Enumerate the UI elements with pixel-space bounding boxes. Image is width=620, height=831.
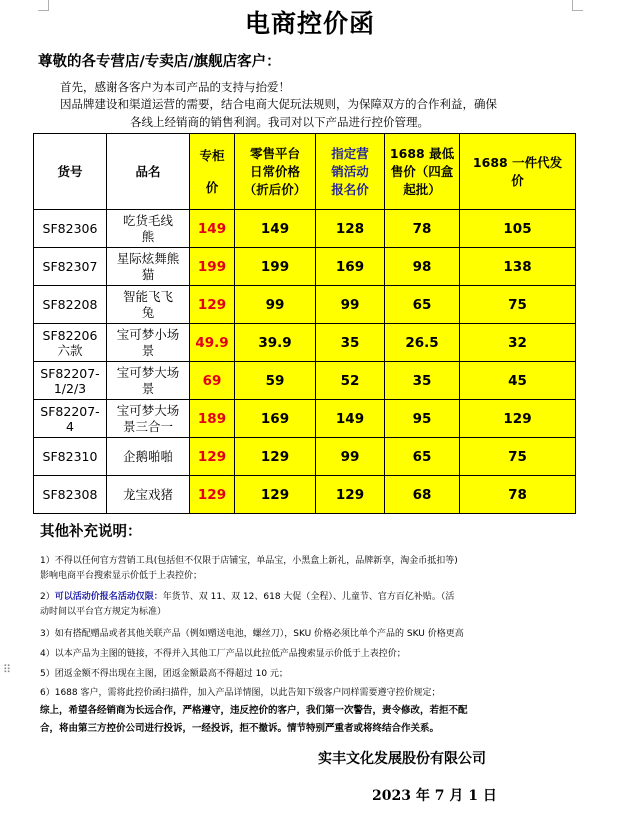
header-counter-line-2: 价 [205,179,219,195]
header-daily-line-2: 日常价格 [249,163,300,179]
intro-line-3: 各线上经销商的销售利润。我司对以下产品进行控价管理。 [130,115,429,129]
summary-line-1: 综上，希望各经销商为长远合作，严格遵守，违反控价的客户，我们第一次警告，责令修改，若拒不配 [40,705,468,716]
intro-line-1: 首先，感谢各客户为本司产品的支持与抬爱！ [60,80,290,94]
cell-daily-price: 59 [235,362,316,400]
cell-counter-price: 49.9 [190,324,235,362]
cell-counter-price: 149 [190,210,235,248]
cell-name-line: 星际炫舞熊 [116,250,180,266]
table-header-row [34,134,576,210]
header-designated-line-2: 销活动 [331,163,369,179]
cell-name-line: 宝可梦小场 [116,326,180,342]
note-1-line-1: 1）不得以任何官方营销工具(包括但不仅限于店铺宝，单品宝，小黑盒上新礼，品牌新享，淘金币抵扣等) [40,556,458,566]
note-2-rest: 年货节、双 11、双 12、618 大促（全程）、儿童节、官方百亿补贴。（活 [162,592,455,602]
cell-name [107,362,190,400]
cell-designated-price: 35 [316,324,385,362]
cell-designated-price: 129 [316,476,385,514]
header-designated-line-3: 报名价 [331,181,369,197]
cell-dropship-price: 75 [460,438,576,476]
cell-code [34,438,107,476]
cell-name [107,248,190,286]
header-code [34,134,107,210]
header-lowest-price [385,134,460,210]
cell-code [34,362,107,400]
note-4: 4）以本产品为主图的链接，不得并入其他工厂产品以此拉低产品搜索显示价低于上表控价； [40,649,406,659]
cell-code-line: SF82207- [40,403,100,419]
table-row [34,210,576,248]
cell-daily-price: 129 [235,476,316,514]
cell-name [107,476,190,514]
header-dropship-line-1: 1688 一件代发 [472,154,563,170]
cell-daily-price: 39.9 [235,324,316,362]
header-designated-line-1: 指定营 [331,145,369,161]
cell-name [107,438,190,476]
header-lowest-line-2: 售价（四盒 [390,163,454,179]
header-counter-line-1: 专柜 [199,147,225,163]
cell-lowest-price: 65 [385,438,460,476]
cell-counter-price: 189 [190,400,235,438]
cell-lowest-price: 65 [385,286,460,324]
note-2-line-2: 动时间以平台官方规定为标准） [40,607,167,617]
cell-code [34,400,107,438]
cell-code-line: SF82306 [42,221,98,236]
cell-name-line: 企鹅啪啪 [122,448,173,464]
supplement-heading: 其他补充说明： [40,524,142,540]
cell-code-line: SF82310 [42,449,98,464]
header-lowest-line-1: 1688 最低 [389,145,455,161]
cell-daily-price: 149 [235,210,316,248]
cell-code-line: 1/2/3 [53,380,87,396]
note-1-line-2: 影响电商平台搜索显示价低于上表控价； [40,571,203,581]
header-daily-price [235,134,316,210]
cell-name-line: 宝可梦大场 [116,364,180,380]
page-title: 电商控价函 [244,9,375,38]
header-name [107,134,190,210]
table-row [34,476,576,514]
cell-counter-price: 129 [190,476,235,514]
cell-dropship-price: 138 [460,248,576,286]
cell-name-line: 景三合一 [122,418,173,434]
cell-name-line: 智能飞飞 [122,288,173,304]
cell-dropship-price: 78 [460,476,576,514]
header-dropship-price [460,134,576,210]
summary-line-2: 合，将由第三方控价公司进行投诉，一经投诉，拒不撤诉。情节特别严重者或将终结合作关系。 [40,723,440,734]
note-5: 5）团返金额不得出现在主图，团返金额最高不得超过 10 元； [40,669,288,679]
cell-code-line: SF82206 [42,327,98,343]
cell-code-line: 4 [66,418,74,434]
cell-dropship-price: 75 [460,286,576,324]
cell-dropship-price: 129 [460,400,576,438]
header-name-label: 品名 [135,163,161,179]
cell-name-line: 景 [141,342,155,358]
cell-lowest-price: 78 [385,210,460,248]
header-daily-line-1: 零售平台 [249,145,300,161]
cell-counter-price: 129 [190,286,235,324]
cell-lowest-price: 98 [385,248,460,286]
cell-counter-price: 69 [190,362,235,400]
cell-daily-price: 169 [235,400,316,438]
header-daily-line-3: （折后价） [243,181,307,197]
note-2-prefix: 2） [40,592,55,602]
cell-code [34,248,107,286]
header-code-label: 货号 [57,163,83,179]
cell-name-line: 兔 [141,304,155,320]
header-dropship-line-2: 价 [511,172,524,188]
cell-lowest-price: 26.5 [385,324,460,362]
table-row [34,400,576,438]
cell-dropship-price: 45 [460,362,576,400]
cell-name-line: 宝可梦大场 [116,402,180,418]
cell-code-line: SF82207- [40,365,100,381]
cell-name [107,210,190,248]
cell-name-line: 景 [141,380,155,396]
cell-name-line: 吃货毛线 [122,212,173,228]
greeting: 尊敬的各专营店/专卖店/旗舰店客户： [38,54,281,70]
cell-code [34,286,107,324]
drag-handle-icon[interactable]: ⠿ [3,663,12,676]
note-2-highlight: 可以活动价报名活动仅限： [54,592,163,602]
cell-code-line: 六款 [57,342,83,358]
note-6: 6）1688 客户，需将此控价函扫描件，加入产品详情图，以此告知下级客户同样需要遵守控价规定； [40,688,441,698]
note-3: 3）如有搭配赠品或者其他关联产品（例如赠送电池，螺丝刀），SKU 价格必须比单个产品的 SKU 价格更高 [40,629,464,639]
cell-name-line: 熊 [141,228,155,244]
cell-dropship-price: 105 [460,210,576,248]
intro-line-2: 因品牌建设和渠道运营的需要，结合电商大促玩法规则，为保障双方的合作利益，确保 [60,97,497,111]
cell-lowest-price: 68 [385,476,460,514]
cell-designated-price: 99 [316,286,385,324]
price-control-table [33,133,576,514]
header-lowest-line-3: 起批） [403,181,441,197]
cell-code [34,324,107,362]
table-row [34,324,576,362]
note-2-line-1 [40,591,580,603]
cell-counter-price: 129 [190,438,235,476]
cell-code [34,210,107,248]
cell-code [34,476,107,514]
cell-name-line: 猫 [141,266,155,282]
cell-lowest-price: 95 [385,400,460,438]
cell-designated-price: 99 [316,438,385,476]
cell-code-line: SF82208 [42,297,98,312]
cell-designated-price: 128 [316,210,385,248]
table-row [34,362,576,400]
header-counter-price [190,134,235,210]
cell-designated-price: 169 [316,248,385,286]
cell-name [107,400,190,438]
cell-daily-price: 199 [235,248,316,286]
cell-daily-price: 99 [235,286,316,324]
cell-code-line: SF82307 [42,259,98,274]
cell-daily-price: 129 [235,438,316,476]
cell-name-line: 龙宝戏猪 [122,486,173,502]
cell-counter-price: 199 [190,248,235,286]
company-name: 实丰文化发展股份有限公司 [318,751,486,767]
cell-designated-price: 149 [316,400,385,438]
table-row [34,286,576,324]
table-row [34,248,576,286]
cell-lowest-price: 35 [385,362,460,400]
cell-dropship-price: 32 [460,324,576,362]
cell-name [107,324,190,362]
cell-name [107,286,190,324]
cell-designated-price: 52 [316,362,385,400]
signature-date: 2023 年 7 月 1 日 [372,788,497,804]
table-row [34,438,576,476]
header-designated-price [316,134,385,210]
cell-code-line: SF82308 [42,487,98,502]
